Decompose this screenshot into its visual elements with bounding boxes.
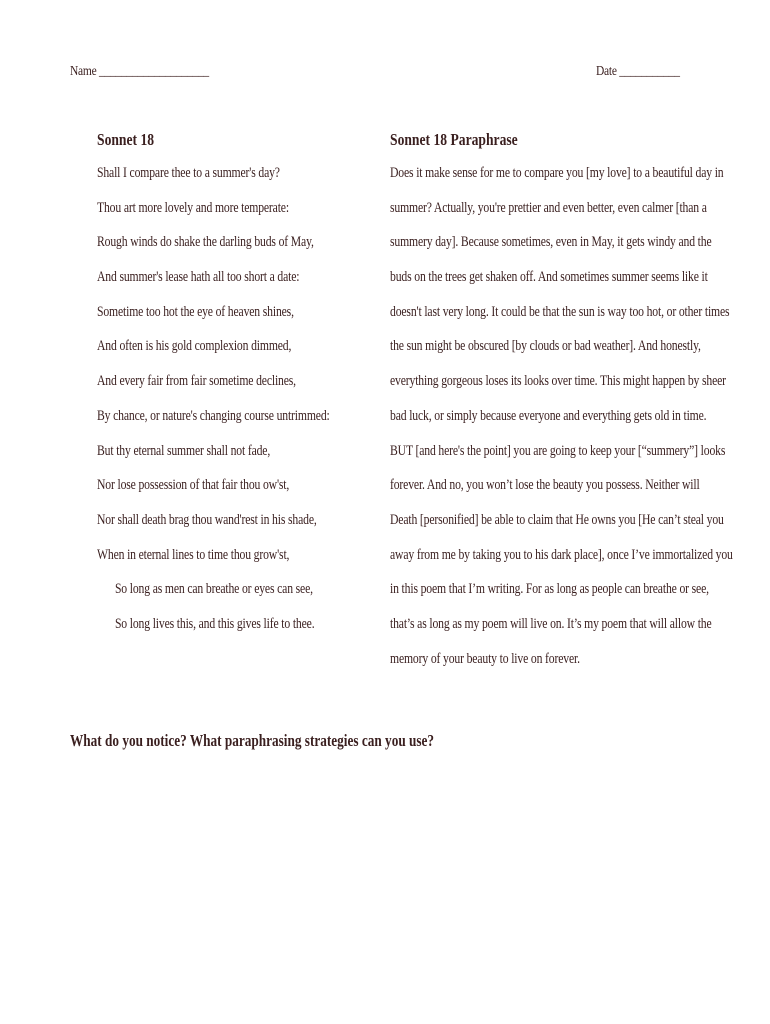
paraphrase-line: summery day]. Because sometimes, even in May, it gets windy and the (390, 234, 712, 251)
sonnet-line: And often is his gold complexion dimmed, (97, 338, 292, 355)
paraphrase-line: Does it make sense for me to compare you [my love] to a beautiful day in (390, 165, 724, 181)
sonnet-line: When in eternal lines to time thou grow'st, (97, 546, 290, 563)
paraphrase-line: everything gorgeous loses its looks over time. This might happen by sheer (390, 373, 726, 390)
sonnet-couplet-line: So long as men can breathe or eyes can see, (114, 581, 313, 598)
sonnet-line: Shall I compare thee to a summer's day? (97, 165, 280, 181)
paraphrase-line: memory of your beauty to live on forever. (390, 650, 580, 667)
paraphrase-line: bad luck, or simply because everyone and everything gets old in time. (390, 407, 707, 424)
sonnet-line: Sometime too hot the eye of heaven shines, (97, 303, 294, 320)
sonnet-title: Sonnet 18 (97, 130, 155, 149)
sonnet-line: By chance, or nature's changing course untrimmed: (97, 407, 330, 424)
sonnet-couplet-line: So long lives this, and this gives life to thee. (114, 615, 315, 632)
paraphrase-column (390, 128, 760, 684)
discussion-question: What do you notice? What paraphrasing strategies can you use? (70, 731, 435, 750)
sonnet-line: But thy eternal summer shall not fade, (97, 442, 271, 459)
sonnet-line: Rough winds do shake the darling buds of May, (97, 234, 314, 251)
sonnet-column (97, 128, 367, 650)
sonnet-line: Nor lose possession of that fair thou ow'st, (97, 477, 290, 494)
paraphrase-line: the sun might be obscured [by clouds or bad weather]. And honestly, (390, 338, 701, 355)
paraphrase-title: Sonnet 18 Paraphrase (390, 130, 518, 149)
sonnet-line: And every fair from fair sometime declines, (97, 373, 296, 390)
paraphrase-line: BUT [and here's the point] you are going to keep your [“summery”] looks (390, 442, 726, 459)
paraphrase-line: summer? Actually, you're prettier and even better, even calmer [than a (390, 199, 707, 216)
paraphrase-line: in this poem that I’m writing. For as long as people can breathe or see, (390, 581, 709, 598)
paraphrase-line: buds on the trees get shaken off. And sometimes summer seems like it (390, 269, 708, 286)
date-field-label: Date ___________ (596, 64, 680, 79)
paraphrase-line: that’s as long as my poem will live on. It’s my poem that will allow the (390, 615, 712, 632)
sonnet-line: Nor shall death brag thou wand'rest in his shade, (97, 511, 317, 528)
sonnet-line: Thou art more lovely and more temperate: (97, 199, 289, 216)
paraphrase-line: doesn't last very long. It could be that the sun is way too hot, or other times (390, 303, 730, 320)
sonnet-line: And summer's lease hath all too short a date: (97, 269, 300, 286)
paraphrase-line: away from me by taking you to his dark place], once I’ve immortalized you (390, 546, 733, 563)
paraphrase-line: Death [personified] be able to claim that He owns you [He can’t steal you (390, 511, 724, 528)
name-field-label: Name ____________________ (70, 64, 209, 79)
paraphrase-line: forever. And no, you won’t lose the beauty you possess. Neither will (390, 477, 700, 494)
